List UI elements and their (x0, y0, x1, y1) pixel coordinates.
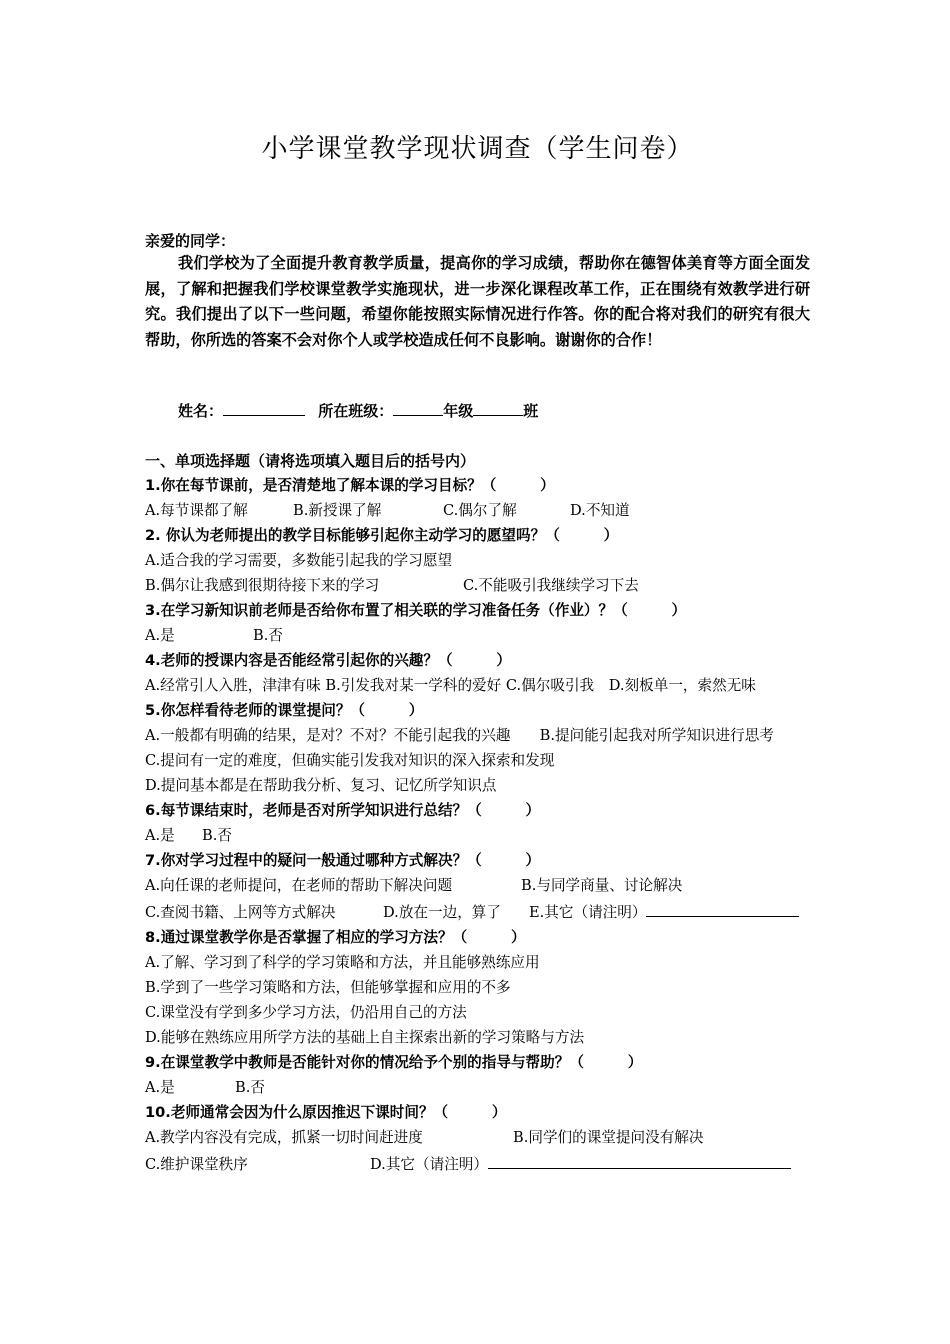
q7-other-blank[interactable] (646, 898, 799, 917)
q8-option-a[interactable]: A.了解、学习到了科学的学习策略和方法，并且能够熟练应用 (145, 954, 540, 971)
question-1: 1.你在每节课前，是否清楚地了解本课的学习目标？（ ） (145, 477, 555, 494)
question-list (145, 473, 810, 1177)
question-2: 2. 你认为老师提出的教学目标能够引起你主动学习的愿望吗？（ ） (145, 527, 619, 544)
name-blank[interactable] (223, 399, 305, 416)
q3-option-b[interactable]: B.否 (253, 627, 283, 644)
q5-option-c[interactable]: C.提问有一定的难度，但确实能引发我对知识的深入探索和发现 (145, 752, 555, 769)
grade-blank[interactable] (393, 399, 443, 416)
question-3-options (145, 623, 810, 648)
q1-option-a[interactable]: A.每节课都了解 (145, 502, 248, 519)
question-9: 9.在课堂教学中教师是否能针对你的情况给予个别的指导与帮助？（ ） (145, 1054, 643, 1071)
q10-other-blank[interactable] (488, 1150, 791, 1169)
question-5: 5.你怎样看待老师的课堂提问？（ ） (145, 702, 424, 719)
q3-option-a[interactable]: A.是 (145, 627, 175, 644)
q5-option-d[interactable]: D.提问基本都是在帮助我分析、复习、记忆所学知识点 (145, 777, 497, 794)
intro-paragraph: 我们学校为了全面提升教育教学质量，提高你的学习成绩，帮助你在德智体美育等方面全面发展，了解和把握我们学校课堂教学实施现状，进一步深化课程改革工作，正在围绕有效教学进行研究。我们提出了以下一些问题，希望你能按照实际情况进行作答。你的配合将对我们的研究有很大帮助，你所选的答案不会对你个人或学校造成任何不良影响。谢谢你的合作！ (145, 254, 810, 349)
question-2-options-bc (145, 573, 810, 598)
q4-options[interactable]: A.经常引人入胜，津津有味 B.引发我对某一学科的爱好 C.偶尔吸引我 D.刻板单一，索然无味 (145, 677, 756, 694)
question-3: 3.在学习新知识前老师是否给你布置了相关联的学习准备任务（作业）？（ ） (145, 602, 687, 619)
question-4: 4.老师的授课内容是否能经常引起你的兴趣？（ ） (145, 652, 511, 669)
question-10-options-cd (145, 1150, 810, 1177)
q7-option-c[interactable]: C.查阅书籍、上网等方式解决 (145, 904, 336, 921)
q10-option-c[interactable]: C.维护课堂秩序 (145, 1156, 248, 1173)
q5-options-ab[interactable]: A.一般都有明确的结果，是对？不对？不能引起我的兴趣 B.提问能引起我对所学知识进行思考 (145, 727, 774, 744)
q8-option-b[interactable]: B.学到了一些学习策略和方法，但能够掌握和应用的不多 (145, 979, 511, 996)
question-10: 10.老师通常会因为什么原因推迟下课时间？（ ） (145, 1104, 507, 1121)
q7-option-e[interactable]: E.其它（请注明） (529, 904, 647, 921)
question-10-options-ab (145, 1125, 810, 1150)
question-7-options-cde (145, 898, 810, 925)
student-info-row (178, 399, 538, 424)
question-1-options (145, 498, 810, 523)
question-9-options (145, 1075, 810, 1100)
section-title: 一、单项选择题（请将选项填入题目后的括号内） (145, 452, 476, 470)
q10-option-a[interactable]: A.教学内容没有完成，抓紧一切时间赶进度 (145, 1129, 423, 1146)
question-7-options-ab (145, 873, 810, 898)
q6-option-b[interactable]: B.否 (202, 827, 232, 844)
q6-option-a[interactable]: A.是 (145, 827, 175, 844)
q7-option-b[interactable]: B.与同学商量、讨论解决 (521, 877, 683, 894)
page-title: 小学课堂教学现状调查（学生问卷） (261, 134, 694, 164)
q8-option-c[interactable]: C.课堂没有学到多少学习方法，仍沿用自己的方法 (145, 1004, 467, 1021)
question-6: 6.每节课结束时，老师是否对所学知识进行总结？（ ） (145, 802, 541, 819)
q7-option-a[interactable]: A.向任课的老师提问，在老师的帮助下解决问题 (145, 877, 453, 894)
q2-option-b[interactable]: B.偶尔让我感到很期待接下来的学习 (145, 577, 380, 594)
q10-option-d[interactable]: D.其它（请注明） (370, 1156, 488, 1173)
q9-option-b[interactable]: B.否 (235, 1079, 265, 1096)
q10-option-b[interactable]: B.同学们的课堂提问没有解决 (513, 1129, 704, 1146)
q1-option-b[interactable]: B.新授课了解 (293, 502, 382, 519)
question-6-options (145, 823, 810, 848)
q2-option-c[interactable]: C.不能吸引我继续学习下去 (463, 577, 639, 594)
name-label: 姓名： (178, 402, 224, 420)
q9-option-a[interactable]: A.是 (145, 1079, 175, 1096)
question-7: 7.你对学习过程中的疑问一般通过哪种方式解决？（ ） (145, 852, 541, 869)
grade-suffix: 年级 (443, 402, 474, 420)
q7-option-d[interactable]: D.放在一边，算了 (383, 904, 501, 921)
q1-option-d[interactable]: D.不知道 (570, 502, 630, 519)
q8-option-d[interactable]: D.能够在熟练应用所学方法的基础上自主探索出新的学习策略与方法 (145, 1029, 585, 1046)
q1-option-c[interactable]: C.偶尔了解 (443, 502, 517, 519)
class-blank[interactable] (473, 399, 523, 416)
greeting: 亲爱的同学： (145, 232, 236, 250)
question-8: 8.通过课堂教学你是否掌握了相应的学习方法？（ ） (145, 929, 526, 946)
q2-option-a[interactable]: A.适合我的学习需要，多数能引起我的学习愿望 (145, 552, 453, 569)
class-suffix: 班 (523, 402, 539, 420)
class-label: 所在班级： (318, 402, 394, 420)
